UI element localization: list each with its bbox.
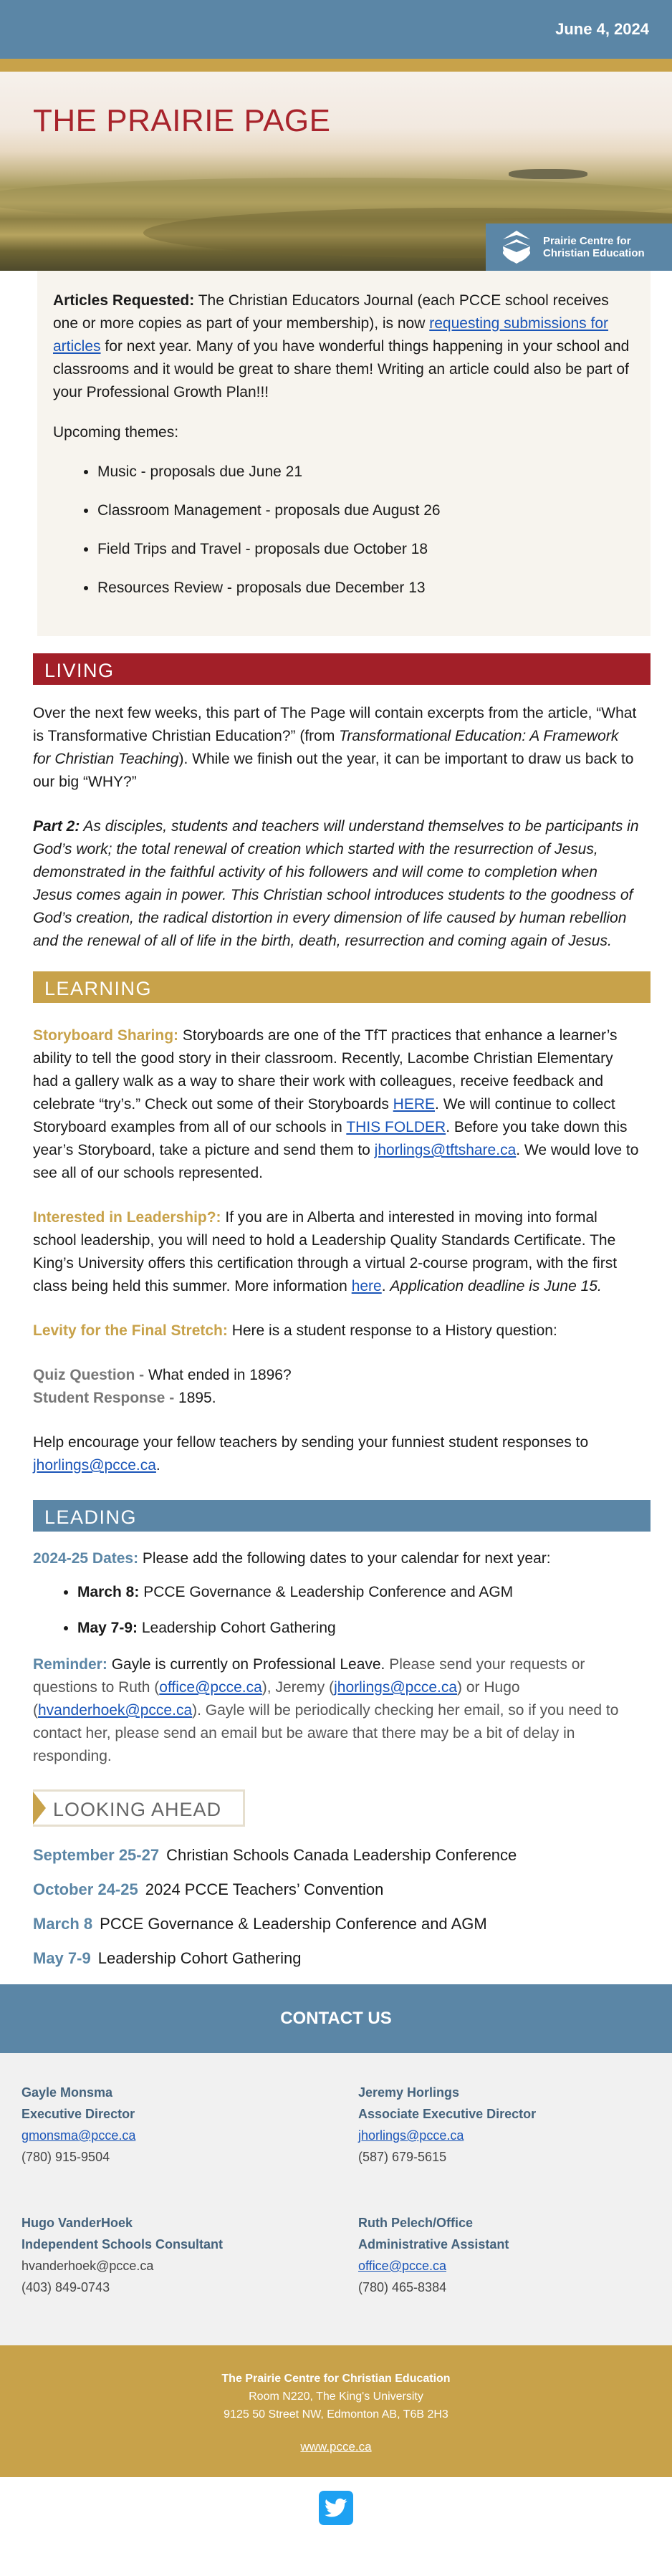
newsletter-title: THE PRAIRIE PAGE [33,103,331,138]
list-item: • May 7-9: Leadership Cohort Gathering [77,1618,639,1639]
issue-date: June 4, 2024 [555,20,649,38]
articles-paragraph: Articles Requested: The Christian Educators Journal (each PCCE school receives one or more copies as part of your membership), is now requesting submissions for articles for next year. Many of you have wonderful things happening in your school and classrooms and it would be great to share them! Writing an article could also be part of your Professional Growth Plan!!! [53,292,630,400]
learning-heading: LEARNING [33,971,651,1003]
contact-section [0,2053,672,2345]
events-list [0,1845,672,1969]
this-folder-link[interactable]: THIS FOLDER [346,1119,446,1135]
list-item: • Music - proposals due June 21 [97,461,635,483]
themes-list [53,461,635,599]
contact-email-link[interactable]: gmonsma@pcce.ca [21,2128,136,2143]
contact-card: Ruth Pelech/Office Administrative Assistant office@pcce.ca (780) 465-8384 [358,2216,509,2294]
learning-section [0,1024,672,1477]
leading-heading: LEADING [33,1500,651,1532]
twitter-bird-icon [325,2498,347,2518]
ruth-email-link[interactable]: office@pcce.ca [159,1679,262,1696]
dates-paragraph: 2024-25 Dates: Please add the following dates to your calendar for next year: [33,1550,551,1567]
contact-card: Gayle Monsma Executive Director gmonsma@pcce.ca (780) 915-9504 [21,2085,136,2164]
looking-ahead-heading: LOOKING AHEAD [33,1789,245,1827]
levity-paragraph: Levity for the Final Stretch: Here is a student response to a History question: [33,1322,557,1339]
jeremy-email-link[interactable]: jhorlings@pcce.ca [334,1679,458,1696]
more-info-link[interactable]: here [351,1278,382,1294]
quiz-question: Quiz Question - What ended in 1896? [33,1367,292,1383]
contact-email-link[interactable]: jhorlings@pcce.ca [358,2128,464,2143]
footer-address-1: Room N220, The King's University [249,2390,423,2403]
twitter-icon[interactable] [319,2491,353,2525]
footer-org: The Prairie Centre for Christian Education [221,2373,451,2385]
storyboard-paragraph: Storyboard Sharing: Storyboards are one of the TfT practices that enhance a learner’s ability to tell the good story in their classroom. Recently, Lacombe Christian Elementary had a gallery walk as a way to share their work with colleagues, receive feedback and celebrate “try’s.” Check out some of their Storyboards HERE. We will continue to collect Storyboard examples from all of our schools in THIS FOLDER. Before you take down this year’s Storyboard, take a picture and send them to jhorlings@tftshare.ca. We would love to see all of our schools represented. [33,1027,639,1181]
logo-text: Prairie Centre for Christian Education [543,235,645,259]
contact-card: Hugo VanderHoek Independent Schools Consultant hvanderhoek@pcce.ca (403) 849-0743 [21,2212,308,2298]
living-heading: LIVING [33,653,651,685]
jhorlings-email-link[interactable]: jhorlings@pcce.ca [33,1457,156,1474]
list-item: • Resources Review - proposals due December 13 [97,577,635,599]
list-item: March 8 PCCE Governance & Leadership Conference and AGM [33,1915,487,1933]
gold-divider [0,59,672,72]
contact-email: hvanderhoek@pcce.ca [21,2259,154,2273]
list-item: May 7-9 Leadership Cohort Gathering [33,1949,302,1967]
reminder-paragraph: Reminder: Gayle is currently on Professional Leave. Please send your requests or questions to Ruth (office@pcce.ca), Jeremy (jhorlings@pcce.ca) or Hugo (hvanderhoek@pcce.ca). Gayle will be periodically checking her email, so if you need to contact her, please send an email but be aware that there may be a bit of delay in responding. [33,1656,619,1764]
articles-requested-section [37,271,651,636]
social-links [0,2477,672,2539]
list-item: October 24-25 2024 PCCE Teachers’ Convention [33,1880,384,1898]
pcce-logo [486,224,672,271]
themes-label: Upcoming themes: [53,424,179,441]
pcce-logo-icon [496,228,537,266]
list-item: • Field Trips and Travel - proposals due October 18 [97,539,635,560]
encourage-paragraph: Help encourage your fellow teachers by sending your funniest student responses to jhorlings@pcce.ca. [33,1434,589,1474]
list-item: September 25-27 Christian Schools Canada Leadership Conference [33,1846,517,1864]
tftshare-email-link[interactable]: jhorlings@tftshare.ca [374,1142,517,1158]
leadership-paragraph: Interested in Leadership?: If you are in Alberta and interested in moving into formal school leadership, you will need to hold a Leadership Quality Standards Certificate. The King’s University offers this certification through a virtual 2-course program, with the first class being held this summer. More information here. Application deadline is June 15. [33,1209,618,1294]
storyboards-here-link[interactable]: HERE [393,1096,436,1112]
top-bar [0,0,672,59]
website-link[interactable]: www.pcce.ca [300,2440,372,2454]
hero-banner [0,72,672,271]
list-item: • Classroom Management - proposals due August 26 [97,500,635,522]
hugo-email-link[interactable]: hvanderhoek@pcce.ca [38,1702,193,1719]
leading-section [0,1547,672,1768]
living-part-2: Part 2: As disciples, students and teachers will understand themselves to be participants in God’s work; the total renewal of creation which started with the resurrection of Jesus, demonstrated in the faithful activity of his followers and will come to completion when Jesus comes again in power. This Christian school introduces students to the goodness of God’s creation, the radical distortion in every dimension of life caused by human rebellion and the renewal of all of life in the birth, death, resurrection and coming again of Jesus. [33,818,639,949]
living-section [0,702,672,953]
contact-heading: CONTACT US [0,1984,672,2053]
list-item: • March 8: PCCE Governance & Leadership Conference and AGM [77,1582,639,1603]
dates-list [33,1582,639,1639]
living-intro: Over the next few weeks, this part of The Page will contain excerpts from the article, “What is Transformative Christian Education?” (from Transformational Education: A Framework for Christian Teaching). While we finish out the year, it can be important to draw us back to our big “WHY?” [33,705,637,790]
tree-line [509,169,587,179]
contact-email-link[interactable]: office@pcce.ca [358,2259,447,2273]
submissions-link[interactable]: requesting submissions for articles [53,315,609,355]
footer-address-2: 9125 50 Street NW, Edmonton AB, T6B 2H3 [224,2408,448,2421]
contact-card: Jeremy Horlings Associate Executive Director jhorlings@pcce.ca (587) 679-5615 [358,2085,537,2164]
arrow-icon [33,1792,46,1825]
footer [0,2345,672,2477]
student-response: Student Response - 1895. [33,1390,216,1406]
